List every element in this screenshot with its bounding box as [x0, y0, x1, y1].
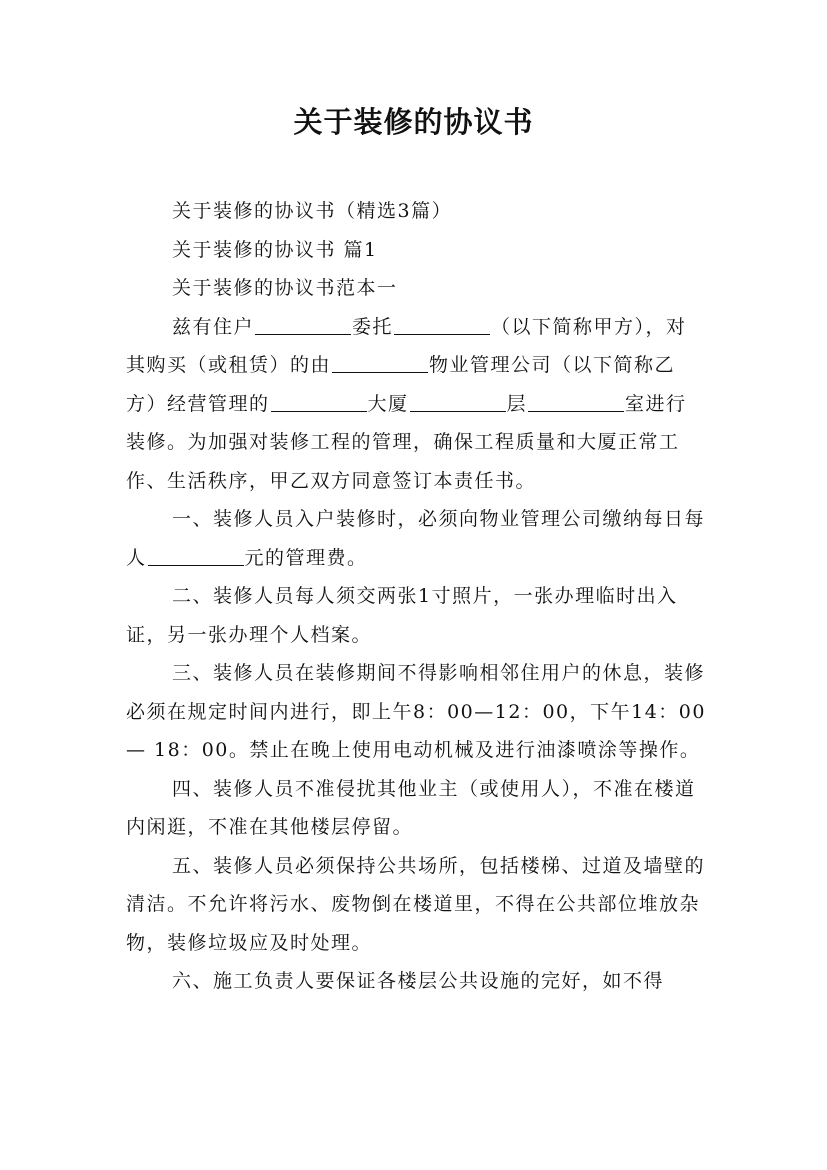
- intro-text-1: 兹有住户: [172, 315, 255, 338]
- intro-paragraph: [126, 308, 706, 501]
- subtitle-line: 关于装修的协议书（精选3篇）: [172, 200, 453, 222]
- intro-text-5: 大厦: [367, 392, 409, 415]
- intro-text-4: 物业管理公司（以下简称乙方）经营管理的: [126, 354, 676, 415]
- document-title: 关于装修的协议书: [293, 105, 534, 139]
- management-fee-blank: [148, 543, 244, 566]
- template-heading: 关于装修的协议书范本一: [172, 277, 398, 299]
- intro-text-6: 层: [506, 392, 528, 415]
- section-heading: 关于装修的协议书 篇1: [172, 238, 378, 261]
- entrusted-party-blank: [394, 312, 490, 335]
- intro-text-2: 委托: [352, 315, 394, 338]
- intro-text-3: （以下简称甲方），对其购买（或租赁）的由: [126, 315, 687, 376]
- clause-5: 五、装修人员必须保持公共场所，包括楼梯、过道及墙壁的清洁。不允许将污水、废物倒在楼道里，不得在公共部位堆放杂物，装修垃圾应及时处理。: [126, 854, 706, 954]
- clause-1: [126, 500, 706, 577]
- room-blank: [528, 389, 624, 412]
- clause-1-text-2: 元的管理费。: [244, 546, 368, 569]
- developer-blank: [332, 350, 428, 373]
- clause-1-text-1: 一、装修人员入户装修时，必须向物业管理公司缴纳每日每人: [126, 508, 706, 569]
- resident-name-blank: [255, 312, 351, 335]
- building-name-blank: [271, 389, 367, 412]
- clause-3: 三、装修人员在装修期间不得影响相邻住用户的休息，装修必须在规定时间内进行，即上午8：00—12：00，下午14：00 — 18：00。禁止在晚上使用电动机械及进行油漆喷涂等操作。: [126, 662, 706, 761]
- floor-blank: [410, 389, 506, 412]
- document-body: [126, 192, 706, 1001]
- clause-2: 二、装修人员每人须交两张1寸照片，一张办理临时出入证，另一张办理个人档案。: [126, 585, 678, 646]
- clause-6: 六、施工负责人要保证各楼层公共设施的完好，如不得: [172, 970, 665, 992]
- clause-4: 四、装修人员不准侵扰其他业主（或使用人），不准在楼道内闲逛，不准在其他楼层停留。: [126, 777, 696, 838]
- intro-text-7: 室进行装修。为加强对装修工程的管理，确保工程质量和大厦正常工作、生活秩序，甲乙双方同意签订本责任书。: [126, 392, 687, 492]
